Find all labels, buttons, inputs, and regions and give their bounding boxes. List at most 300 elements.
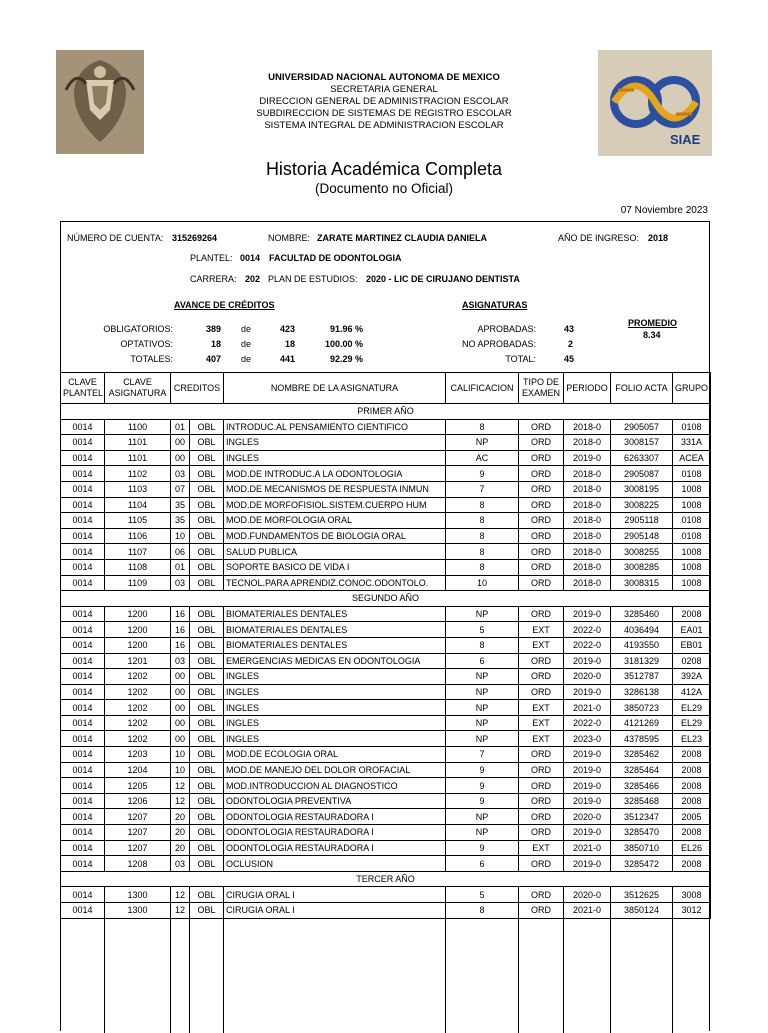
clave-plantel: 0014 [61, 778, 105, 794]
table-row [61, 637, 711, 653]
folio-acta: 3512347 [611, 809, 673, 825]
folio-acta: 3285468 [611, 793, 673, 809]
tipo-examen: ORD [519, 497, 564, 513]
clave-asignatura: 1300 [105, 887, 171, 903]
calificacion: NP [446, 715, 519, 731]
creditos: 20 [171, 825, 190, 841]
creditos: 00 [171, 669, 190, 685]
tipo-examen: ORD [519, 903, 564, 919]
clave-plantel: 0014 [61, 606, 105, 622]
folio-acta: 4378595 [611, 731, 673, 747]
creditos-de: de [241, 354, 252, 364]
nombre-asignatura: ODONTOLOGIA PREVENTIVA [224, 793, 446, 809]
clave-plantel: 0014 [61, 622, 105, 638]
creditos: 00 [171, 450, 190, 466]
periodo: 2019-0 [564, 762, 611, 778]
grupo: EL26 [673, 840, 711, 856]
periodo: 2018-0 [564, 481, 611, 497]
calificacion: NP [446, 435, 519, 451]
clave-asignatura: 1106 [105, 528, 171, 544]
asignaturas-value: 2 [568, 339, 574, 349]
folio-acta: 3008195 [611, 481, 673, 497]
tipo-credito: OBL [190, 856, 224, 872]
periodo: 2022-0 [564, 637, 611, 653]
tipo-examen: EXT [519, 731, 564, 747]
creditos: 01 [171, 419, 190, 435]
grupo: 0108 [673, 419, 711, 435]
grid-line [518, 913, 519, 1033]
tipo-examen: ORD [519, 466, 564, 482]
asignaturas-heading: ASIGNATURAS [462, 300, 528, 310]
table-row [61, 513, 711, 529]
clave-asignatura: 1202 [105, 684, 171, 700]
creditos: 12 [171, 778, 190, 794]
col-header: CREDITOS [171, 373, 224, 404]
folio-acta: 2905087 [611, 466, 673, 482]
clave-asignatura: 1206 [105, 793, 171, 809]
calificacion: 8 [446, 513, 519, 529]
calificacion: 7 [446, 747, 519, 763]
periodo: 2018-0 [564, 419, 611, 435]
creditos: 35 [171, 497, 190, 513]
clave-asignatura: 1203 [105, 747, 171, 763]
col-header: GRUPO [673, 373, 711, 404]
periodo: 2019-0 [564, 684, 611, 700]
nombre-asignatura: CIRUGIA ORAL I [224, 887, 446, 903]
tipo-credito: OBL [190, 778, 224, 794]
periodo: 2018-0 [564, 528, 611, 544]
periodo: 2021-0 [564, 700, 611, 716]
grid-line [189, 913, 190, 1033]
cuenta-value: 315269264 [172, 233, 218, 243]
section-title: PRIMER AÑO [61, 404, 711, 420]
table-row [61, 559, 711, 575]
calificacion: NP [446, 700, 519, 716]
grupo: 1008 [673, 544, 711, 560]
creditos: 00 [171, 700, 190, 716]
clave-asignatura: 1101 [105, 450, 171, 466]
grupo: 3012 [673, 903, 711, 919]
nombre-label: NOMBRE: [268, 233, 311, 243]
folio-acta: 3285462 [611, 747, 673, 763]
folio-acta: 3285464 [611, 762, 673, 778]
creditos: 00 [171, 435, 190, 451]
folio-acta: 3008157 [611, 435, 673, 451]
grupo: EA01 [673, 622, 711, 638]
calificacion: 8 [446, 637, 519, 653]
creditos: 16 [171, 622, 190, 638]
table-row [61, 497, 711, 513]
table-row [61, 700, 711, 716]
grupo: 2008 [673, 778, 711, 794]
tipo-examen: ORD [519, 887, 564, 903]
tipo-credito: OBL [190, 481, 224, 497]
grupo: 1008 [673, 575, 711, 591]
clave-asignatura: 1107 [105, 544, 171, 560]
grupo: 2008 [673, 747, 711, 763]
calificacion: NP [446, 731, 519, 747]
clave-plantel: 0014 [61, 684, 105, 700]
tipo-credito: OBL [190, 700, 224, 716]
clave-asignatura: 1207 [105, 840, 171, 856]
tipo-credito: OBL [190, 637, 224, 653]
tipo-credito: OBL [190, 419, 224, 435]
creditos-label: OPTATIVOS: [120, 339, 173, 349]
nombre-asignatura: INTRODUC.AL PENSAMIENTO CIENTIFICO [224, 419, 446, 435]
tipo-examen: ORD [519, 793, 564, 809]
table-row [61, 606, 711, 622]
creditos: 12 [171, 903, 190, 919]
grupo: 2008 [673, 825, 711, 841]
nombre-asignatura: INGLES [224, 684, 446, 700]
tipo-credito: OBL [190, 715, 224, 731]
creditos-label: OBLIGATORIOS: [103, 324, 173, 334]
periodo: 2020-0 [564, 669, 611, 685]
tipo-examen: EXT [519, 622, 564, 638]
folio-acta: 2905148 [611, 528, 673, 544]
clave-asignatura: 1202 [105, 669, 171, 685]
creditos: 06 [171, 544, 190, 560]
carrera-code: 202 [245, 274, 261, 284]
asignaturas-value: 45 [564, 354, 575, 364]
grupo: ACEA [673, 450, 711, 466]
table-header-row [61, 373, 711, 404]
tipo-credito: OBL [190, 903, 224, 919]
calificacion: 7 [446, 481, 519, 497]
creditos-total: 423 [279, 324, 295, 334]
nombre-asignatura: ODONTOLOGIA RESTAURADORA I [224, 840, 446, 856]
tipo-credito: OBL [190, 450, 224, 466]
clave-plantel: 0014 [61, 575, 105, 591]
tipo-examen: ORD [519, 684, 564, 700]
clave-plantel: 0014 [61, 747, 105, 763]
tipo-credito: OBL [190, 825, 224, 841]
calificacion: NP [446, 606, 519, 622]
clave-plantel: 0014 [61, 450, 105, 466]
tipo-examen: EXT [519, 700, 564, 716]
asignaturas-value: 43 [564, 324, 575, 334]
tipo-examen: ORD [519, 653, 564, 669]
periodo: 2019-0 [564, 653, 611, 669]
table-row [61, 450, 711, 466]
calificacion: NP [446, 669, 519, 685]
calificacion: 9 [446, 840, 519, 856]
grid-line [223, 913, 224, 1033]
document-title: Historia Académica Completa [265, 159, 503, 179]
folio-acta: 3285470 [611, 825, 673, 841]
nombre-asignatura: BIOMATERIALES DENTALES [224, 606, 446, 622]
clave-plantel: 0014 [61, 887, 105, 903]
clave-asignatura: 1108 [105, 559, 171, 575]
creditos: 20 [171, 809, 190, 825]
folio-acta: 3008315 [611, 575, 673, 591]
table-body [61, 404, 711, 919]
grid-line [563, 913, 564, 1033]
clave-plantel: 0014 [61, 715, 105, 731]
tipo-credito: OBL [190, 669, 224, 685]
calificacion: NP [446, 684, 519, 700]
tipo-examen: ORD [519, 669, 564, 685]
grupo: 2008 [673, 606, 711, 622]
grid-line [170, 913, 171, 1033]
table-row [61, 419, 711, 435]
calificacion: 8 [446, 419, 519, 435]
tipo-examen: ORD [519, 528, 564, 544]
col-header: CLAVE ASIGNATURA [105, 373, 171, 404]
col-header: TIPO DE EXAMEN [519, 373, 564, 404]
clave-plantel: 0014 [61, 903, 105, 919]
clave-plantel: 0014 [61, 762, 105, 778]
tipo-examen: ORD [519, 856, 564, 872]
clave-plantel: 0014 [61, 528, 105, 544]
creditos-heading: AVANCE DE CRÉDITOS [174, 300, 275, 310]
creditos: 16 [171, 637, 190, 653]
tipo-credito: OBL [190, 622, 224, 638]
unam-logo [56, 50, 144, 154]
folio-acta: 4036494 [611, 622, 673, 638]
table-row [61, 809, 711, 825]
clave-asignatura: 1207 [105, 825, 171, 841]
table-row [61, 887, 711, 903]
clave-plantel: 0014 [61, 637, 105, 653]
periodo: 2020-0 [564, 887, 611, 903]
clave-plantel: 0014 [61, 497, 105, 513]
calificacion: 9 [446, 793, 519, 809]
periodo: 2021-0 [564, 840, 611, 856]
creditos: 12 [171, 793, 190, 809]
table-row [61, 684, 711, 700]
grid-line [445, 913, 446, 1033]
tipo-examen: ORD [519, 513, 564, 529]
header-line: DIRECCION GENERAL DE ADMINISTRACION ESCOLAR [259, 96, 509, 107]
clave-plantel: 0014 [61, 513, 105, 529]
col-header: CALIFICACION [446, 373, 519, 404]
tipo-credito: OBL [190, 606, 224, 622]
nombre-asignatura: OCLUSION [224, 856, 446, 872]
carrera-label: CARRERA: [190, 274, 237, 284]
nombre-asignatura: INGLES [224, 669, 446, 685]
folio-acta: 6263307 [611, 450, 673, 466]
clave-plantel: 0014 [61, 481, 105, 497]
table-row [61, 466, 711, 482]
table-row [61, 669, 711, 685]
clave-asignatura: 1201 [105, 653, 171, 669]
document-subtitle: (Documento no Oficial) [314, 181, 454, 196]
tipo-examen: ORD [519, 747, 564, 763]
creditos-have: 407 [205, 354, 221, 364]
asignaturas-label: TOTAL: [505, 354, 536, 364]
nombre-asignatura: MOD.DE MECANISMOS DE RESPUESTA INMUN [224, 481, 446, 497]
tipo-credito: OBL [190, 544, 224, 560]
table-row [61, 747, 711, 763]
folio-acta: 3008225 [611, 497, 673, 513]
clave-asignatura: 1109 [105, 575, 171, 591]
clave-asignatura: 1207 [105, 809, 171, 825]
clave-asignatura: 1300 [105, 903, 171, 919]
tipo-credito: OBL [190, 528, 224, 544]
asignaturas-label: APROBADAS: [477, 324, 536, 334]
clave-asignatura: 1208 [105, 856, 171, 872]
creditos: 10 [171, 747, 190, 763]
table-row [61, 528, 711, 544]
clave-plantel: 0014 [61, 466, 105, 482]
section-title: TERCER AÑO [61, 871, 711, 887]
col-header: FOLIO ACTA [611, 373, 673, 404]
periodo: 2019-0 [564, 825, 611, 841]
clave-asignatura: 1200 [105, 606, 171, 622]
grupo: 3008 [673, 887, 711, 903]
calificacion: 6 [446, 856, 519, 872]
clave-plantel: 0014 [61, 559, 105, 575]
nombre-asignatura: INGLES [224, 450, 446, 466]
nombre-asignatura: MOD.DE ECOLOGIA ORAL [224, 747, 446, 763]
tipo-examen: EXT [519, 637, 564, 653]
grupo: EL29 [673, 715, 711, 731]
col-header: CLAVE PLANTEL [61, 373, 105, 404]
plantel-code: 0014 [240, 253, 261, 263]
clave-asignatura: 1102 [105, 466, 171, 482]
tipo-examen: ORD [519, 778, 564, 794]
plan-value: 2020 - LIC DE CIRUJANO DENTISTA [366, 274, 520, 284]
clave-asignatura: 1103 [105, 481, 171, 497]
periodo: 2018-0 [564, 559, 611, 575]
nombre-asignatura: TECNOL.PARA APRENDIZ.CONOC.ODONTOLO. [224, 575, 446, 591]
grid-line [104, 913, 105, 1033]
nombre-asignatura: MOD.FUNDAMENTOS DE BIOLOGIA ORAL [224, 528, 446, 544]
calificacion: AC [446, 450, 519, 466]
nombre-value: ZARATE MARTINEZ CLAUDIA DANIELA [317, 233, 487, 243]
tipo-examen: EXT [519, 715, 564, 731]
tipo-examen: EXT [519, 840, 564, 856]
grupo: 1008 [673, 559, 711, 575]
clave-asignatura: 1204 [105, 762, 171, 778]
subjects-table [60, 372, 711, 919]
creditos-pct: 100.00 % [324, 339, 363, 349]
calificacion: 8 [446, 497, 519, 513]
table-row [61, 715, 711, 731]
tipo-examen: ORD [519, 825, 564, 841]
nombre-asignatura: EMERGENCIAS MEDICAS EN ODONTOLOGIA [224, 653, 446, 669]
clave-plantel: 0014 [61, 435, 105, 451]
nombre-asignatura: MOD.INTRODUCCION AL DIAGNOSTICO [224, 778, 446, 794]
periodo: 2018-0 [564, 513, 611, 529]
nombre-asignatura: MOD.DE INTRODUC.A LA ODONTOLOGIA [224, 466, 446, 482]
nombre-asignatura: INGLES [224, 715, 446, 731]
periodo: 2022-0 [564, 715, 611, 731]
folio-acta: 3286138 [611, 684, 673, 700]
calificacion: 6 [446, 653, 519, 669]
table-row [61, 825, 711, 841]
grupo: EL29 [673, 700, 711, 716]
table-row [61, 762, 711, 778]
clave-plantel: 0014 [61, 856, 105, 872]
folio-acta: 4121269 [611, 715, 673, 731]
grupo: 2008 [673, 762, 711, 778]
creditos: 35 [171, 513, 190, 529]
periodo: 2019-0 [564, 793, 611, 809]
folio-acta: 2905118 [611, 513, 673, 529]
calificacion: 9 [446, 778, 519, 794]
folio-acta: 2905057 [611, 419, 673, 435]
periodo: 2018-0 [564, 435, 611, 451]
calificacion: 8 [446, 903, 519, 919]
plantel-label: PLANTEL: [190, 253, 233, 263]
header-line: SISTEMA INTEGRAL DE ADMINISTRACION ESCOLAR [264, 120, 504, 131]
clave-asignatura: 1104 [105, 497, 171, 513]
periodo: 2021-0 [564, 903, 611, 919]
tipo-credito: OBL [190, 809, 224, 825]
tipo-examen: ORD [519, 435, 564, 451]
periodo: 2019-0 [564, 778, 611, 794]
creditos: 03 [171, 466, 190, 482]
tipo-credito: OBL [190, 513, 224, 529]
folio-acta: 3850710 [611, 840, 673, 856]
document-date: 07 Noviembre 2023 [620, 205, 708, 216]
grupo: 2005 [673, 809, 711, 825]
creditos-de: de [241, 324, 252, 334]
tipo-credito: OBL [190, 793, 224, 809]
clave-asignatura: 1202 [105, 731, 171, 747]
periodo: 2018-0 [564, 466, 611, 482]
section-row [61, 591, 711, 607]
clave-plantel: 0014 [61, 700, 105, 716]
tipo-credito: OBL [190, 731, 224, 747]
grid-line [610, 913, 611, 1033]
creditos: 03 [171, 856, 190, 872]
tipo-examen: ORD [519, 606, 564, 622]
periodo: 2018-0 [564, 544, 611, 560]
table-row [61, 653, 711, 669]
creditos: 00 [171, 684, 190, 700]
creditos-pct: 92.29 % [329, 354, 363, 364]
folio-acta: 3285460 [611, 606, 673, 622]
tipo-credito: OBL [190, 575, 224, 591]
grupo: 0108 [673, 528, 711, 544]
clave-plantel: 0014 [61, 840, 105, 856]
table-row [61, 544, 711, 560]
clave-plantel: 0014 [61, 825, 105, 841]
nombre-asignatura: BIOMATERIALES DENTALES [224, 637, 446, 653]
col-header: NOMBRE DE LA ASIGNATURA [224, 373, 446, 404]
folio-acta: 3512625 [611, 887, 673, 903]
clave-plantel: 0014 [61, 419, 105, 435]
table-row [61, 731, 711, 747]
grupo: 392A [673, 669, 711, 685]
calificacion: NP [446, 809, 519, 825]
plantel-name: FACULTAD DE ODONTOLOGIA [269, 253, 402, 263]
grupo: 0208 [673, 653, 711, 669]
calificacion: 10 [446, 575, 519, 591]
tipo-credito: OBL [190, 684, 224, 700]
creditos-total: 441 [279, 354, 295, 364]
clave-asignatura: 1205 [105, 778, 171, 794]
nombre-asignatura: ODONTOLOGIA RESTAURADORA I [224, 809, 446, 825]
creditos-have: 18 [210, 339, 221, 349]
tipo-credito: OBL [190, 653, 224, 669]
folio-acta: 3008285 [611, 559, 673, 575]
nombre-asignatura: CIRUGIA ORAL I [224, 903, 446, 919]
table-row [61, 622, 711, 638]
creditos-have: 389 [205, 324, 221, 334]
calificacion: 5 [446, 887, 519, 903]
nombre-asignatura: INGLES [224, 731, 446, 747]
creditos-total: 18 [284, 339, 295, 349]
creditos: 10 [171, 528, 190, 544]
ingreso-value: 2018 [648, 233, 669, 243]
calificacion: 9 [446, 466, 519, 482]
tipo-credito: OBL [190, 762, 224, 778]
asignaturas-label: NO APROBADAS: [461, 339, 536, 349]
